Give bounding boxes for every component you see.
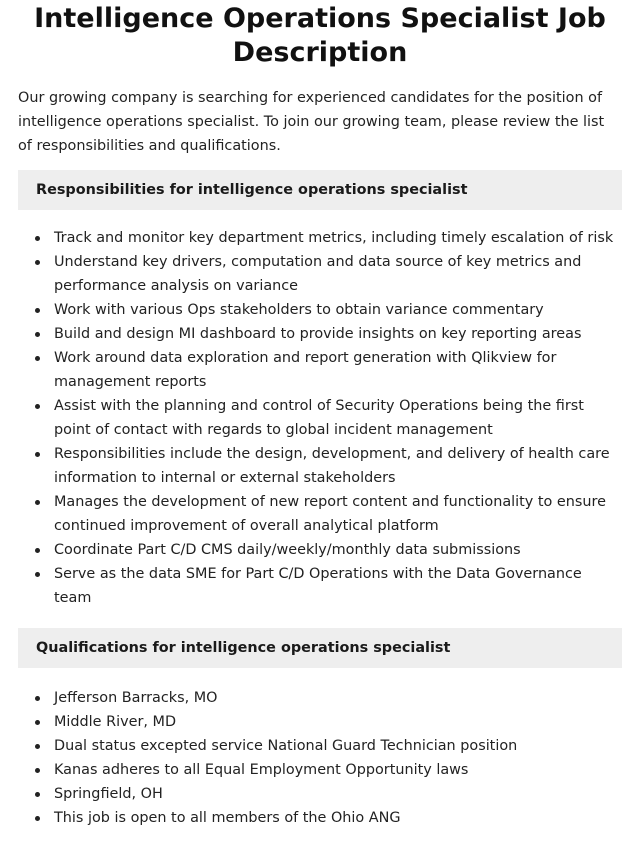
bullet-icon — [35, 744, 40, 749]
list-item — [18, 806, 622, 830]
list-item — [18, 734, 622, 758]
intro-paragraph: Our growing company is searching for experienced candidates for the position of intelligence operations specialist. To join our growing team, please review the list of responsibilities and qualifications. — [18, 90, 605, 154]
bullet-icon — [35, 500, 40, 505]
list-item-text: Dual status excepted service National Guard Technician position — [54, 738, 518, 754]
bullet-icon — [35, 404, 40, 409]
bullet-icon — [35, 572, 40, 577]
list-item-text: Work with various Ops stakeholders to obtain variance commentary — [54, 302, 544, 318]
bullet-icon — [35, 816, 40, 821]
bullet-icon — [35, 720, 40, 725]
list-item — [18, 394, 622, 442]
list-item — [18, 758, 622, 782]
list-item-text: This job is open to all members of the Ohio ANG — [54, 810, 401, 826]
bullet-icon — [35, 332, 40, 337]
bullet-icon — [35, 696, 40, 701]
list-item — [18, 562, 622, 610]
list-item-text: Work around data exploration and report generation with Qlikview for management reports — [54, 350, 557, 390]
list-item-text: Serve as the data SME for Part C/D Operations with the Data Governance team — [54, 566, 582, 606]
list-item-text: Understand key drivers, computation and data source of key metrics and performance analysis on variance — [54, 254, 582, 294]
qualifications-header: Qualifications for intelligence operations specialist — [18, 628, 622, 668]
list-item — [18, 250, 622, 298]
list-item — [18, 782, 622, 806]
list-item — [18, 686, 622, 710]
list-item-text: Manages the development of new report content and functionality to ensure continued improvement of overall analytical platform — [54, 494, 606, 534]
bullet-icon — [35, 308, 40, 313]
list-item — [18, 298, 622, 322]
bullet-icon — [35, 768, 40, 773]
list-item-text: Kanas adheres to all Equal Employment Opportunity laws — [54, 762, 469, 778]
list-item — [18, 710, 622, 734]
list-item-text: Middle River, MD — [54, 714, 177, 730]
list-item — [18, 538, 622, 562]
page-title: Intelligence Operations Specialist Job Description — [34, 3, 606, 68]
bullet-icon — [35, 356, 40, 361]
list-item-text: Track and monitor key department metrics, including timely escalation of risk — [54, 230, 614, 246]
responsibilities-header: Responsibilities for intelligence operations specialist — [18, 170, 622, 210]
list-item-text: Coordinate Part C/D CMS daily/weekly/monthly data submissions — [54, 542, 521, 558]
bullet-icon — [35, 548, 40, 553]
bullet-icon — [35, 792, 40, 797]
list-item-text: Assist with the planning and control of Security Operations being the first point of contact with regards to global incident management — [54, 398, 584, 438]
bullet-icon — [35, 452, 40, 457]
list-item-text: Build and design MI dashboard to provide insights on key reporting areas — [54, 326, 582, 342]
list-item-text: Jefferson Barracks, MO — [54, 690, 218, 706]
list-item — [18, 226, 622, 250]
list-item — [18, 346, 622, 394]
bullet-icon — [35, 260, 40, 265]
list-item — [18, 322, 622, 346]
list-item — [18, 442, 622, 490]
qualifications-list — [18, 686, 622, 830]
responsibilities-list — [18, 226, 622, 610]
list-item — [18, 490, 622, 538]
bullet-icon — [35, 236, 40, 241]
list-item-text: Springfield, OH — [54, 786, 163, 802]
list-item-text: Responsibilities include the design, development, and delivery of health care information to internal or external stakeholders — [54, 446, 610, 486]
